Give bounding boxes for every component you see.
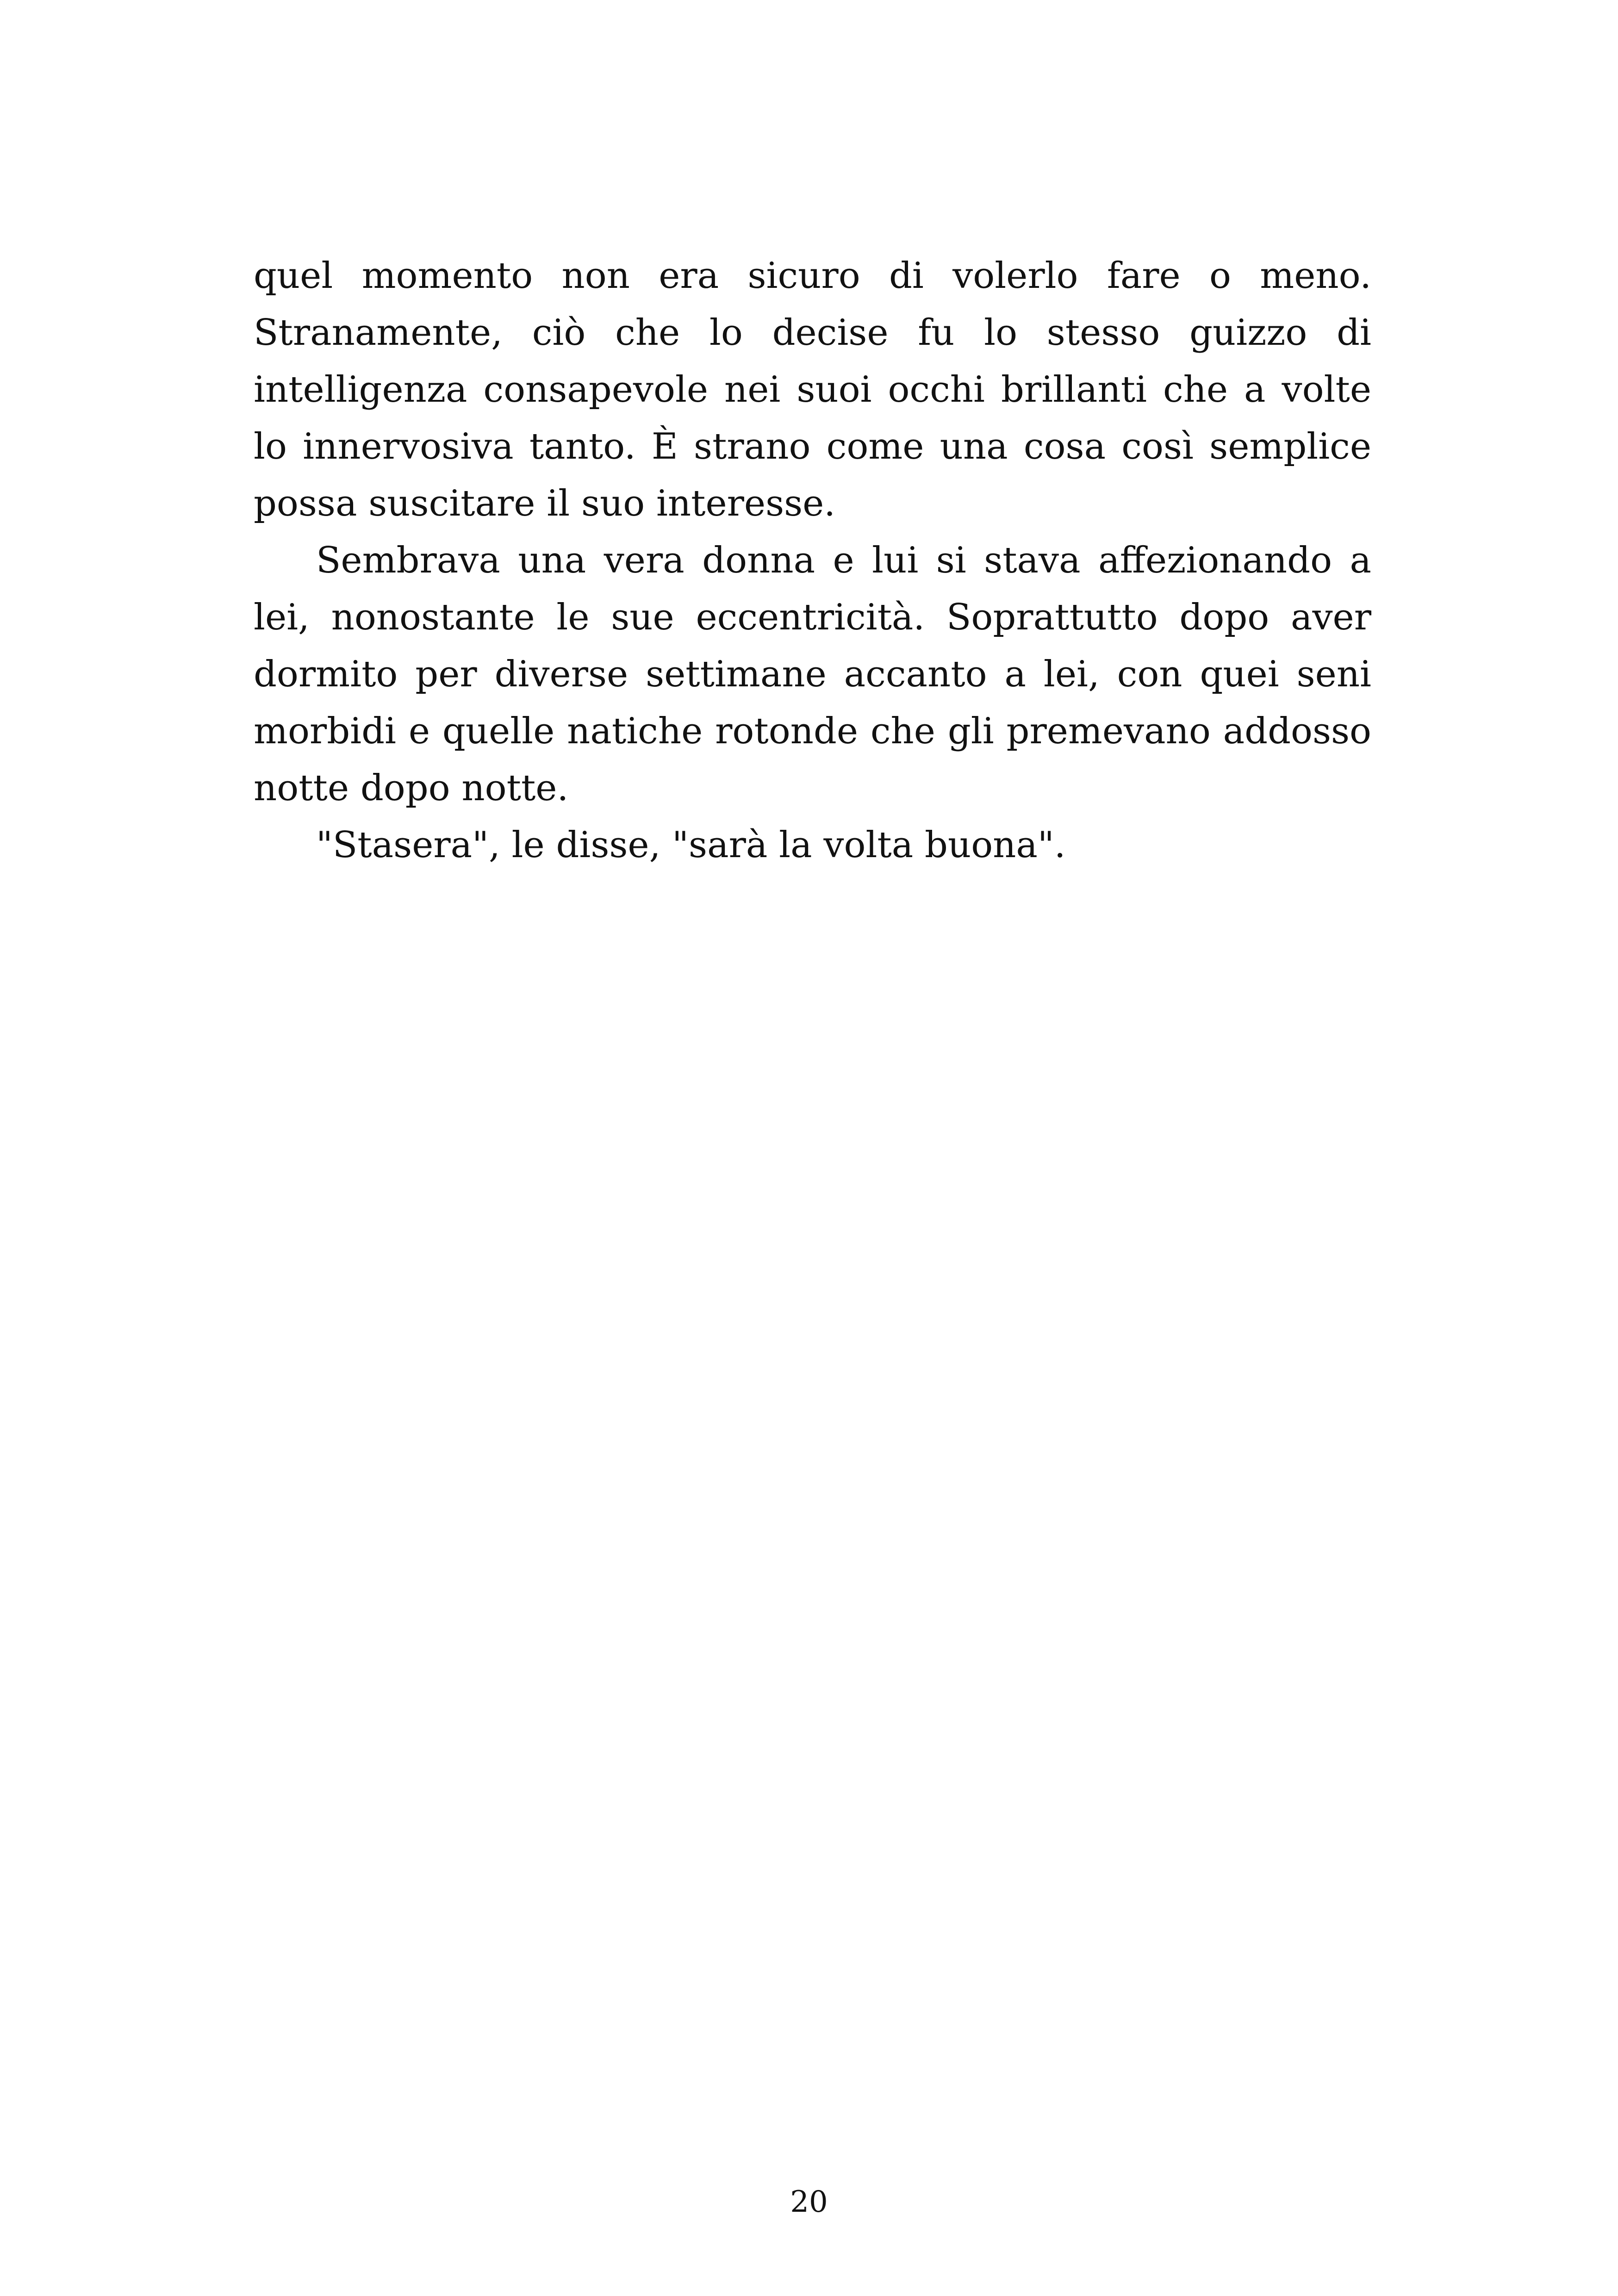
- paragraph-1: quel momento non era sicuro di volerlo fare o meno. Stranamente, ciò che lo decise fu lo stesso guizzo di intelligenza consapevole nei suoi occhi brillanti che a volte lo innervosiva tanto. È strano come una cosa così semplice possa suscitare il suo interesse.: [254, 255, 1371, 524]
- paragraph-3: "Stasera", le disse, "sarà la volta buona".: [316, 824, 1066, 866]
- body-text: [254, 248, 1371, 874]
- page-number: 20: [790, 2185, 828, 2219]
- paragraph-2: Sembrava una vera donna e lui si stava affezionando a lei, nonostante le sue eccentricità. Soprattutto dopo aver dormito per diverse settimane accanto a lei, con quei seni morbidi e quelle natiche rotonde che gli premevano addosso notte dopo notte.: [254, 540, 1371, 809]
